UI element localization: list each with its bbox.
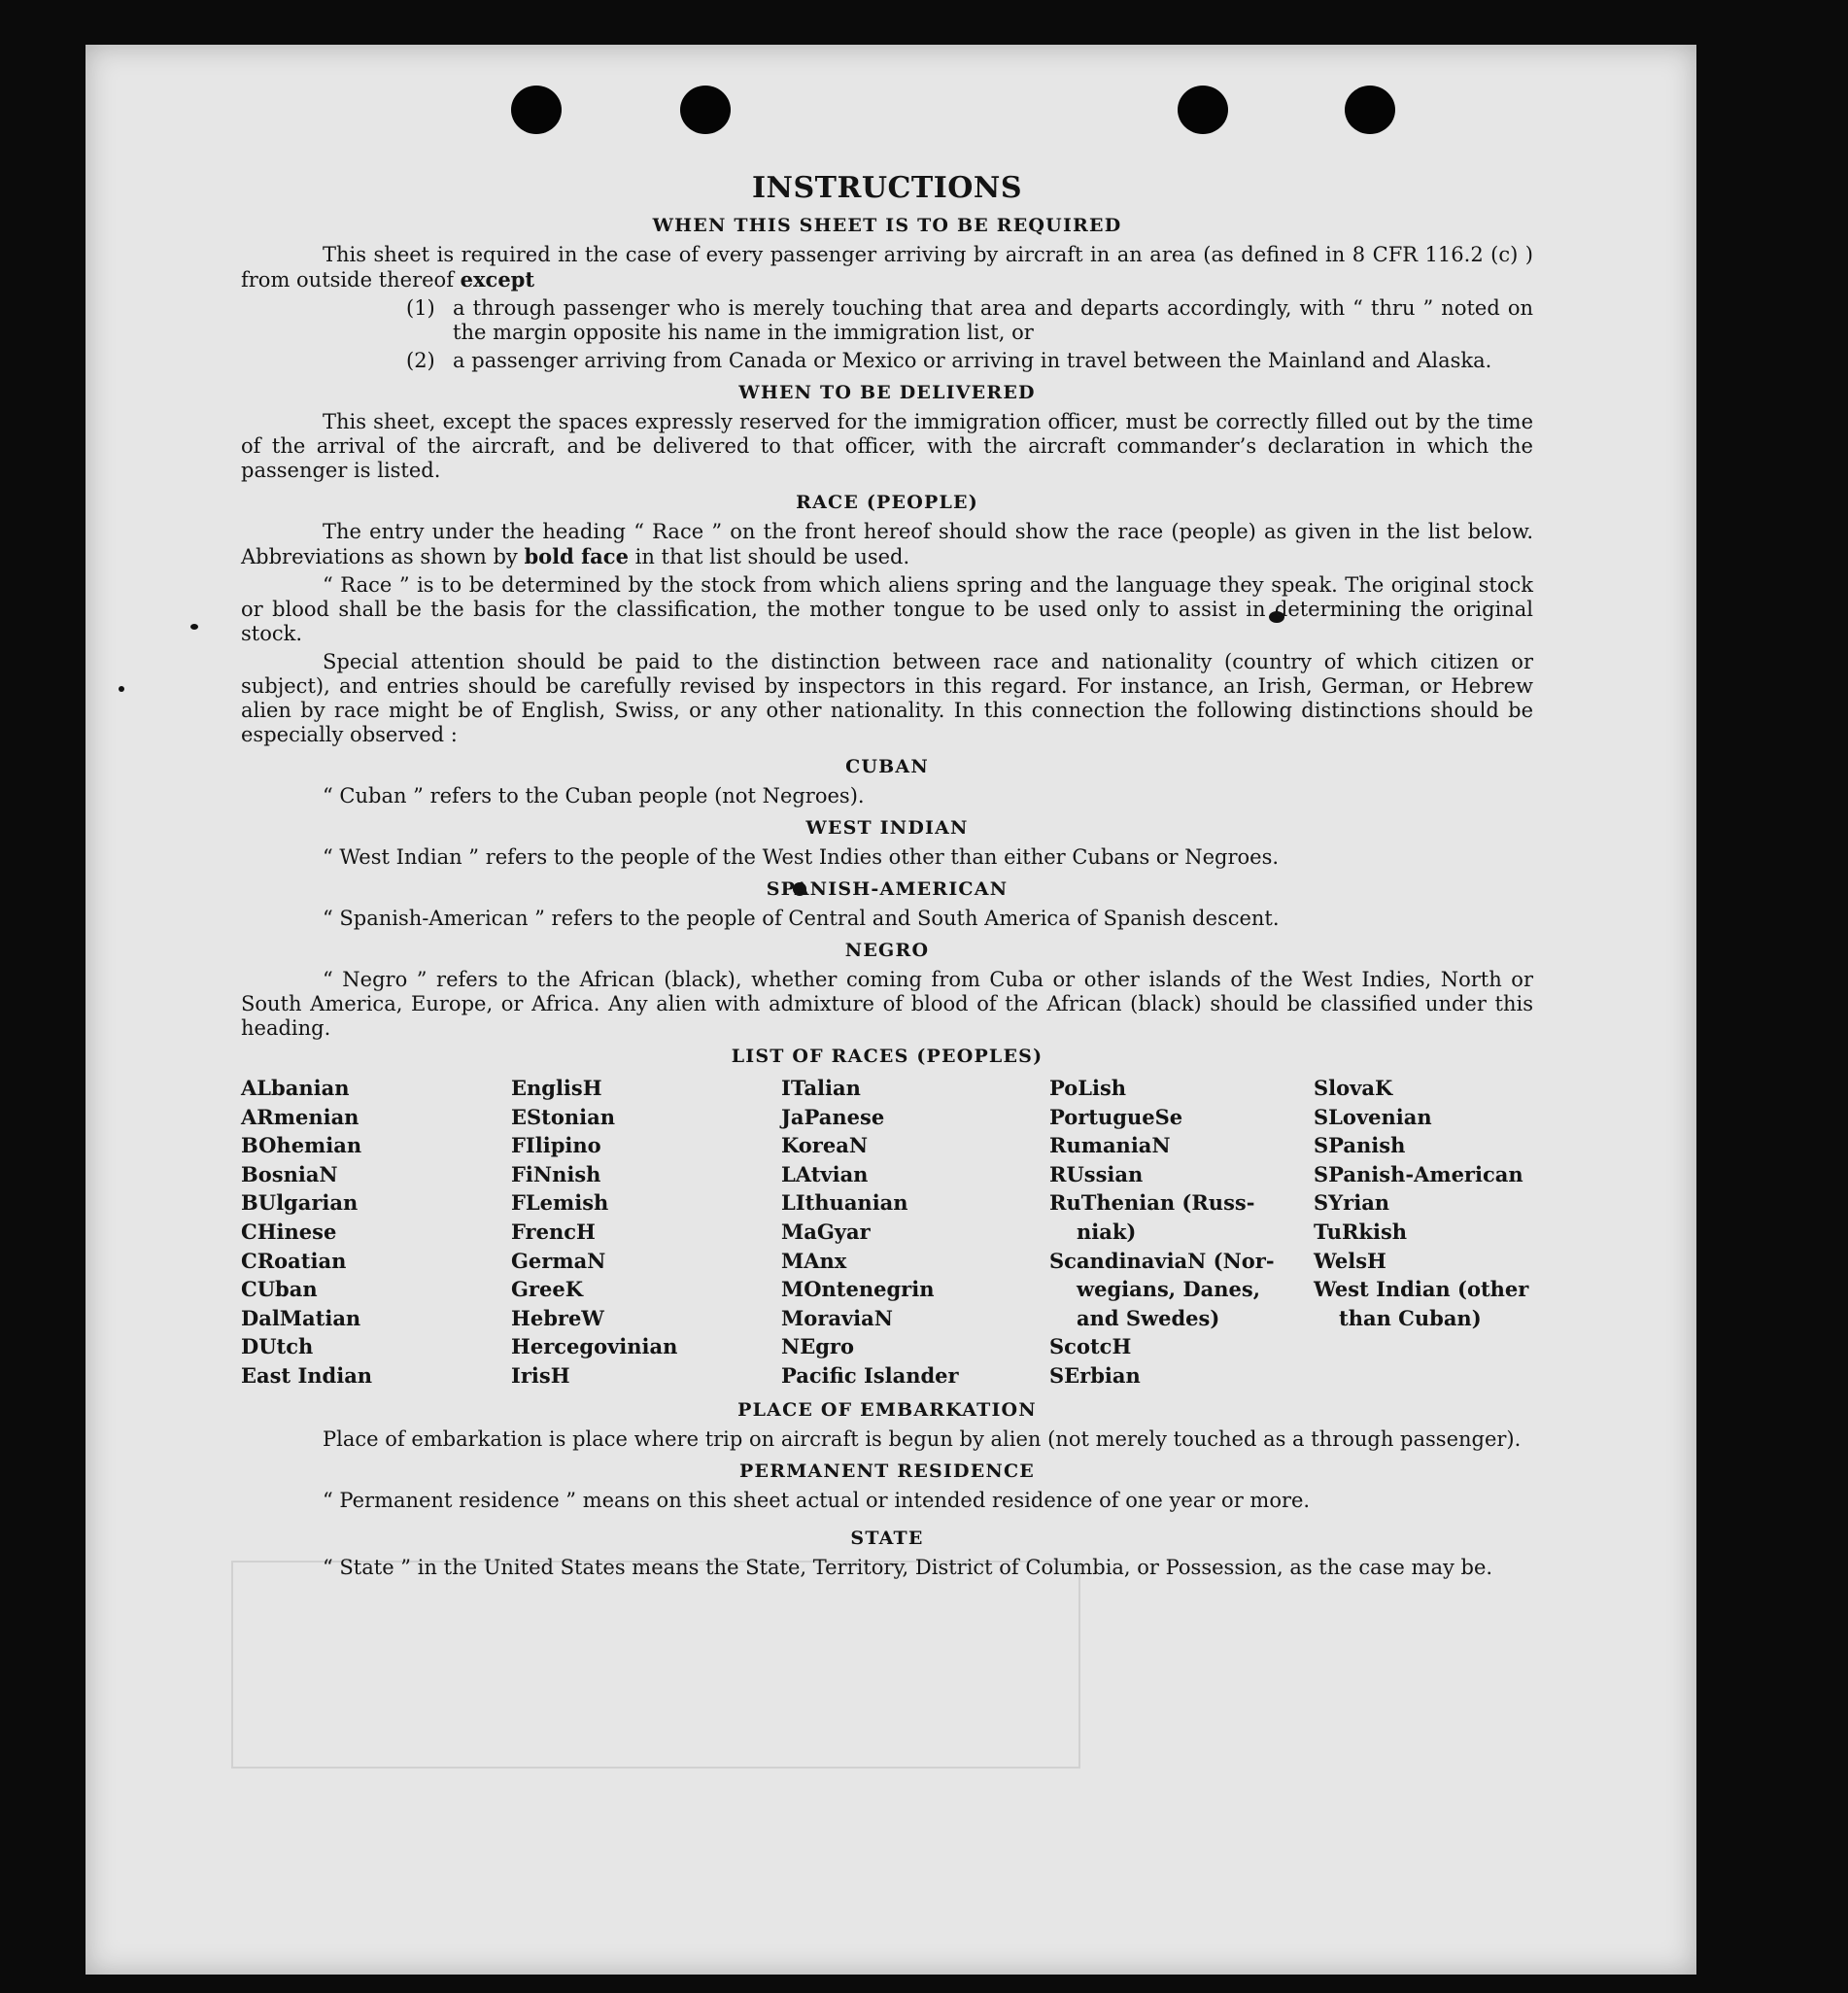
required-heading: WHEN THIS SHEET IS TO BE REQUIRED bbox=[652, 215, 1122, 236]
document-sheet bbox=[86, 45, 1696, 1975]
race-item: CRoatian bbox=[241, 1248, 347, 1273]
race-item: RUssian bbox=[1049, 1161, 1144, 1186]
races-column bbox=[241, 1074, 511, 1391]
race-p1-b: in that list should be used. bbox=[634, 545, 910, 568]
race-item: EStonian bbox=[511, 1104, 615, 1129]
race-item: PoLish bbox=[1049, 1076, 1127, 1100]
race-line: ScandinaviaN (Nor- bbox=[1049, 1248, 1275, 1273]
race-item: SErbian bbox=[1049, 1362, 1141, 1388]
race-item: WelsH bbox=[1314, 1248, 1386, 1273]
race-item: Hercegovinian bbox=[511, 1334, 678, 1359]
list-of-races-heading: LIST OF RACES (PEOPLES) bbox=[731, 1046, 1044, 1067]
race-item: BosniaN bbox=[241, 1161, 338, 1186]
instructions-content bbox=[241, 171, 1533, 1584]
race-paragraph-3: Special attention should be paid to the distinction between race and nationality (country of which citizen or subject), and entries should be carefully revised by inspectors in this regard. For instance, an Irish, German, or Hebrew alien by race might be of English, Swiss, or any other nationality. In this connection the following distinctions should be especially observed : bbox=[241, 650, 1533, 746]
race-paragraph-1 bbox=[241, 520, 1533, 569]
race-item: ITalian bbox=[781, 1076, 861, 1100]
race-item: ScotcH bbox=[1049, 1334, 1132, 1359]
race-item: TuRkish bbox=[1314, 1219, 1408, 1244]
race-item: FrencH bbox=[511, 1219, 596, 1244]
state-heading: STATE bbox=[850, 1527, 924, 1549]
race-item: JaPanese bbox=[781, 1104, 885, 1129]
race-item: FIlipino bbox=[511, 1133, 601, 1158]
required-item bbox=[406, 349, 1533, 373]
ink-speck bbox=[119, 686, 124, 692]
race-item: SYrian bbox=[1314, 1190, 1390, 1216]
race-line: and Swedes) bbox=[1077, 1305, 1220, 1330]
race-item: ALbanian bbox=[241, 1076, 350, 1100]
spanish-american-text: “ Spanish-American ” refers to the people of Central and South America of Spanish descent. bbox=[323, 907, 1280, 930]
race-item: SlovaK bbox=[1314, 1076, 1393, 1100]
race-item-scandinavian bbox=[1049, 1247, 1314, 1333]
race-item: MAnx bbox=[781, 1248, 847, 1273]
race-item-west-indian bbox=[1314, 1275, 1533, 1332]
state-text: “ State ” in the United States means the State, Territory, District of Columbia, or Possession, as the case may be. bbox=[323, 1555, 1493, 1579]
item-number: (1) bbox=[406, 296, 435, 320]
race-item: LAtvian bbox=[781, 1161, 869, 1186]
race-line: RuThenian (Russ- bbox=[1049, 1190, 1255, 1216]
races-column bbox=[781, 1074, 1049, 1391]
punch-hole bbox=[1178, 86, 1228, 134]
race-item: MoraviaN bbox=[781, 1305, 893, 1330]
race-item: IrisH bbox=[511, 1362, 570, 1388]
delivered-text: This sheet, except the spaces expressly reserved for the immigration officer, must be correctly filled out by the time of the arrival of the aircraft, and be delivered to that officer, with the aircraft commander’s declaration in which the passenger is listed. bbox=[241, 410, 1533, 482]
race-item: MaGyar bbox=[781, 1219, 871, 1244]
punch-hole bbox=[1345, 86, 1395, 134]
race-item: KoreaN bbox=[781, 1133, 869, 1158]
race-p1-a: The entry under the heading “ Race ” on the front hereof should show the race (people) as given in the list below. Abbreviations as shown by bbox=[241, 520, 1533, 568]
races-list bbox=[241, 1074, 1533, 1391]
race-item: RumaniaN bbox=[1049, 1133, 1171, 1158]
race-p1-bold: bold face bbox=[524, 544, 629, 568]
race-line: than Cuban) bbox=[1339, 1305, 1482, 1330]
cuban-heading: CUBAN bbox=[845, 756, 929, 777]
negro-heading: NEGRO bbox=[844, 940, 930, 961]
race-item: SPanish-American bbox=[1314, 1161, 1523, 1186]
race-item: FiNnish bbox=[511, 1161, 601, 1186]
race-item: East Indian bbox=[241, 1362, 373, 1388]
race-item: DalMatian bbox=[241, 1305, 361, 1330]
race-item-ruthenian bbox=[1049, 1188, 1314, 1246]
item-text: a passenger arriving from Canada or Mexico or arriving in travel between the Mainland and Alaska. bbox=[453, 349, 1492, 372]
race-paragraph-2: “ Race ” is to be determined by the stock from which aliens spring and the language they speak. The original stock or blood shall be the basis for the classification, the mother tongue to be used only to assist in determining the original stock. bbox=[241, 573, 1533, 645]
race-item: CHinese bbox=[241, 1219, 337, 1244]
embarkation-heading: PLACE OF EMBARKATION bbox=[737, 1398, 1037, 1421]
required-intro bbox=[241, 243, 1533, 292]
negro-text: “ Negro ” refers to the African (black), whether coming from Cuba or other islands of the West Indies, North or South America, Europe, or Africa. Any alien with admixture of blood of the African (black) should be classified under this heading. bbox=[241, 968, 1533, 1040]
punch-hole bbox=[511, 86, 562, 134]
race-item: LIthuanian bbox=[781, 1190, 908, 1216]
required-intro-text: This sheet is required in the case of every passenger arriving by aircraft in an area (as defined in 8 CFR 116.2 (c) ) from outside thereof bbox=[241, 243, 1533, 292]
race-item: MOntenegrin bbox=[781, 1277, 935, 1302]
race-item: PortugueSe bbox=[1049, 1104, 1183, 1129]
race-item: GermaN bbox=[511, 1248, 606, 1273]
spanish-american-heading: SPANISH-AMERICAN bbox=[766, 878, 1009, 900]
races-column bbox=[511, 1074, 781, 1391]
race-line: West Indian (other bbox=[1314, 1277, 1529, 1302]
ink-speck bbox=[190, 624, 198, 630]
race-line: wegians, Danes, bbox=[1077, 1277, 1260, 1302]
item-text: a through passenger who is merely touching that area and departs accordingly, with “ thru ” noted on the margin opposite his name in the immigration list, or bbox=[453, 296, 1533, 344]
required-intro-except: except bbox=[460, 267, 535, 292]
item-number: (2) bbox=[406, 349, 435, 372]
race-item: BUlgarian bbox=[241, 1190, 359, 1216]
race-item: Pacific Islander bbox=[781, 1362, 959, 1388]
embarkation-text: Place of embarkation is place where trip on aircraft is begun by alien (not merely touched as a through passenger). bbox=[323, 1426, 1522, 1451]
race-line: niak) bbox=[1077, 1219, 1137, 1244]
race-item: ARmenian bbox=[241, 1104, 359, 1129]
race-item: BOhemian bbox=[241, 1133, 362, 1158]
required-item bbox=[406, 296, 1533, 345]
race-item: DUtch bbox=[241, 1334, 314, 1359]
race-item: FLemish bbox=[511, 1190, 609, 1216]
race-item: NEgro bbox=[781, 1334, 854, 1359]
west-indian-text: “ West Indian ” refers to the people of the West Indies other than either Cubans or Negroes. bbox=[323, 845, 1280, 869]
race-item: CUban bbox=[241, 1277, 318, 1302]
residence-text: “ Permanent residence ” means on this sheet actual or intended residence of one year or more. bbox=[323, 1488, 1311, 1512]
west-indian-heading: WEST INDIAN bbox=[805, 817, 969, 839]
race-item: SLovenian bbox=[1314, 1104, 1432, 1129]
delivered-heading: WHEN TO BE DELIVERED bbox=[738, 382, 1036, 403]
punch-hole bbox=[680, 86, 731, 134]
page-title: INSTRUCTIONS bbox=[752, 171, 1022, 205]
race-heading: RACE (PEOPLE) bbox=[796, 492, 978, 513]
residence-heading: PERMANENT RESIDENCE bbox=[739, 1460, 1035, 1482]
races-column bbox=[1314, 1074, 1533, 1391]
faded-stamp-box bbox=[231, 1561, 1080, 1769]
cuban-text: “ Cuban ” refers to the Cuban people (not Negroes). bbox=[323, 784, 865, 808]
races-column bbox=[1049, 1074, 1314, 1391]
race-item: SPanish bbox=[1314, 1133, 1406, 1158]
race-item: GreeK bbox=[511, 1277, 583, 1302]
race-item: HebreW bbox=[511, 1305, 604, 1330]
race-item: EnglisH bbox=[511, 1076, 602, 1100]
